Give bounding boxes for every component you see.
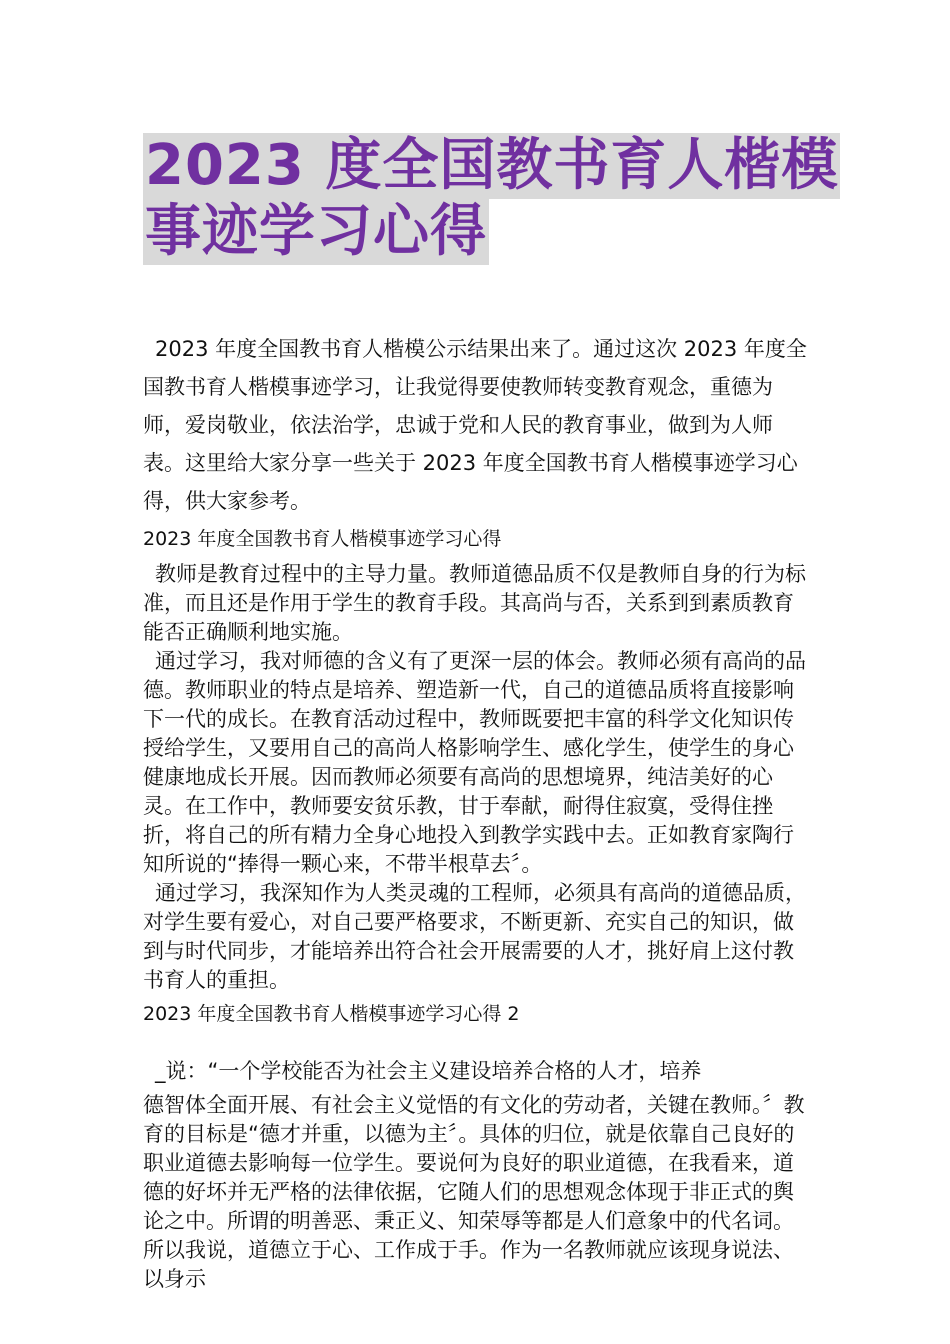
title-line-1: 2023 度全国教书育人楷模 [145, 133, 839, 198]
section-heading-2: 2023 年度全国教书育人楷模事迹学习心得 2 [143, 1003, 520, 1025]
title-line-2: 事迹学习心得 [145, 199, 487, 264]
paragraph-4-first-line: _说：“一个学校能否为社会主义建设培养合格的人才，培养 [155, 1059, 702, 1083]
document-title [143, 133, 839, 265]
spacer [143, 1035, 811, 1051]
section-heading-1: 2023 年度全国教书育人楷模事迹学习心得 [143, 528, 502, 550]
paragraph-4-rest: 德智体全面开展、有社会主义觉悟的有文化的劳动者，关键在教师。〞教育的目标是“德才并重，以德为主〞。具体的归位，就是依靠自己良好的职业道德去影响每一位学生。要说何为良好的职业道德，在我看来，道德的好坏并无严格的法律依据，它随人们的思想观念体现于非正式的舆论之中。所谓的明善恶、秉正义、知荣辱等都是人们意象中的代名词。所以我说，道德立于心、工作成于手。作为一名教师就应该现身说法、以身示 [143, 1093, 805, 1291]
document-body [143, 330, 811, 1294]
paragraph-1: 教师是教育过程中的主导力量。教师道德品质不仅是教师自身的行为标准，而且还是作用于学生的教育手段。其高尚与否，关系到到素质教育能否正确顺利地实施。 [143, 562, 806, 644]
paragraph-3: 通过学习，我深知作为人类灵魂的工程师，必须具有高尚的道德品质，对学生要有爱心，对自己要严格要求，不断更新、充实自己的知识，做到与时代同步，才能培养出符合社会开展需要的人才，挑好肩上这付教书育人的重担。 [143, 881, 806, 992]
intro-paragraph: 2023 年度全国教书育人楷模公示结果出来了。通过这次 2023 年度全国教书育人楷模事迹学习，让我觉得要使教师转变教育观念，重德为师，爱岗敬业，依法治学，忠诚于党和人民的教育事业，做到为人师表。这里给大家分享一些关于 2023 年度全国教书育人楷模事迹学习心得，供大家参考。 [143, 337, 807, 513]
paragraph-2: 通过学习，我对师德的含义有了更深一层的体会。教师必须有高尚的品德。教师职业的特点是培养、塑造新一代，自己的道德品质将直接影响下一代的成长。在教育活动过程中，教师既要把丰富的科学文化知识传授给学生，又要用自己的高尚人格影响学生、感化学生，使学生的身心健康地成长开展。因而教师必须要有高尚的思想境界，纯洁美好的心灵。在工作中，教师要安贫乐教，甘于奉献，耐得住寂寞，受得住挫折，将自己的所有精力全身心地投入到教学实践中去。正如教育家陶行知所说的“捧得一颗心来，不带半根草去〞。 [143, 649, 806, 876]
